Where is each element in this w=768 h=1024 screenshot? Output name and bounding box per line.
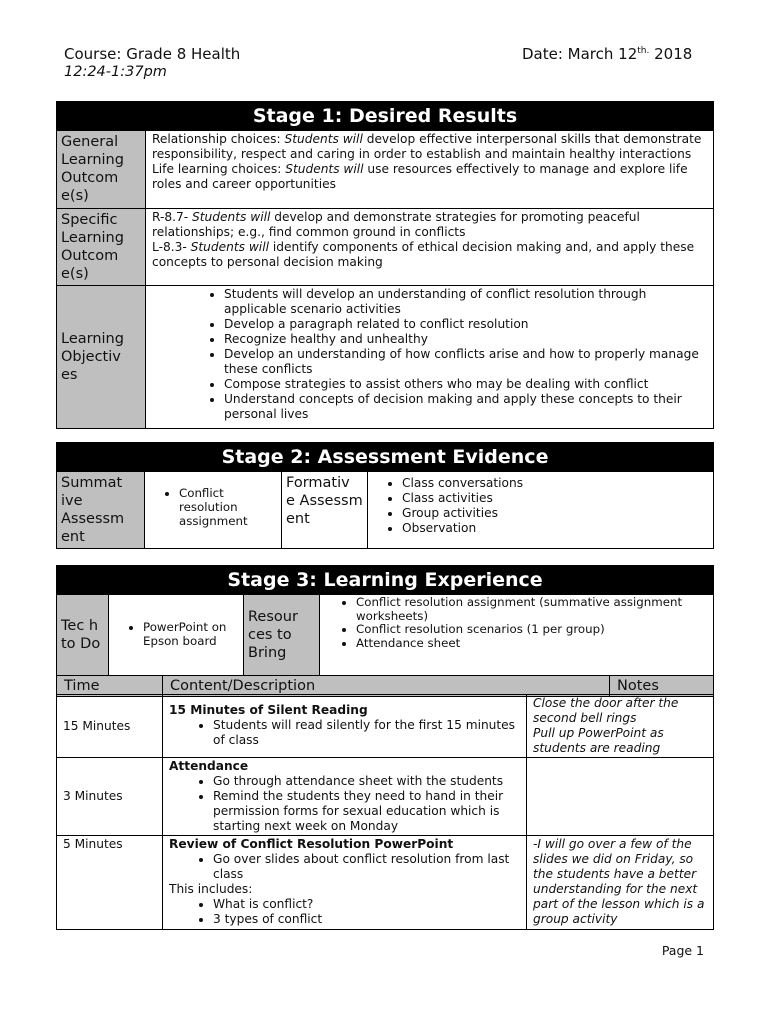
course-title: Course: Grade 8 Health: [64, 45, 241, 63]
list-item: • Remind the students they need to hand in their permission forms for sexual education which is starting next week on Monday: [213, 789, 520, 834]
page-number: Page 1: [661, 943, 704, 958]
list-item: • Class activities: [402, 491, 707, 506]
list-item: • Develop an understanding of how conflicts arise and how to properly manage these conflicts: [224, 347, 707, 377]
list-item: • Understand concepts of decision making and apply these concepts to their personal lives: [224, 392, 707, 422]
row-heading: Review of Conflict Resolution PowerPoint: [169, 837, 454, 851]
table-row-content: [163, 836, 527, 930]
specific-outcome-line: L-8.3- Students will identify components of ethical decision making and, and apply these concepts to personal decision making: [152, 240, 695, 269]
list-item: • Class conversations: [402, 476, 707, 491]
table-row-notes: [527, 758, 714, 836]
stage3-table: [56, 565, 714, 697]
general-outcome-line: Relationship choices: Students will develop effective interpersonal skills that demonstrate responsibility, respect and caring in order to establish and maintain healthy interactions: [152, 132, 702, 161]
resources-content: [320, 595, 714, 676]
row-includes: This includes:: [169, 882, 253, 896]
learning-objectives-content: [146, 286, 714, 429]
list-item: • Observation: [402, 521, 707, 536]
list-item: • 3 types of conflict: [213, 912, 520, 927]
table-row-time: 3 Minutes: [57, 758, 163, 836]
list-item: • Attendance sheet: [356, 637, 707, 651]
list-item: • Go through attendance sheet with the students: [213, 774, 520, 789]
column-header-notes: Notes: [610, 676, 714, 697]
class-time: 12:24-1:37pm: [64, 64, 167, 80]
list-item: • Go over slides about conflict resolution from last class: [213, 852, 520, 882]
specific-outcome-line: R-8.7- Students will develop and demonstrate strategies for promoting peaceful relationships; e.g., find common ground in conflicts: [152, 210, 640, 239]
general-outcome-line: Life learning choices: Students will use resources effectively to manage and explore life roles and career opportunities: [152, 162, 688, 191]
stage1-title: Stage 1: Desired Results: [57, 102, 714, 131]
table-row-content: [163, 695, 527, 758]
list-item: • Group activities: [402, 506, 707, 521]
table-row-content: [163, 758, 527, 836]
lesson-date: Date: March $12^{th.}$ 2018: [522, 45, 693, 63]
list-item: • PowerPoint on Epson board: [143, 620, 237, 648]
tech-label: Tec h to Do: [57, 595, 109, 676]
table-row-notes: Close the door after the second bell rings Pull up PowerPoint as students are reading: [527, 695, 714, 758]
stage3-title: Stage 3: Learning Experience: [57, 566, 714, 595]
schedule-table: [56, 694, 714, 930]
table-row-notes: -I will go over a few of the slides we did on Friday, so the students have a better understanding for the next part of the lesson which is a group activity: [527, 836, 714, 930]
column-header-content: Content/Description: [163, 676, 610, 697]
table-row-time: 5 Minutes: [57, 836, 163, 930]
specific-outcomes-label: Specific Learning Outcom e(s): [57, 209, 146, 286]
list-item: • What is conflict?: [213, 897, 520, 912]
table-row-time: 15 Minutes: [57, 695, 163, 758]
formative-label: Formativ e Assessm ent: [282, 472, 368, 549]
resources-label: Resour ces to Bring: [244, 595, 320, 676]
general-outcomes-label: General Learning Outcom e(s): [57, 131, 146, 209]
list-item: • Conflict resolution assignment: [179, 486, 275, 528]
list-item: • Develop a paragraph related to conflict resolution: [224, 317, 707, 332]
summative-content: [145, 472, 282, 549]
row-heading: 15 Minutes of Silent Reading: [169, 703, 368, 717]
learning-objectives-label: Learning Objectiv es: [57, 286, 146, 429]
list-item: • Conflict resolution scenarios (1 per group): [356, 623, 707, 637]
list-item: • Recognize healthy and unhealthy: [224, 332, 707, 347]
list-item: • Students will develop an understanding of conflict resolution through applicable scenario activities: [224, 287, 707, 317]
row-heading: Attendance: [169, 759, 249, 773]
stage1-table: [56, 101, 714, 429]
formative-content: [368, 472, 714, 549]
stage2-title: Stage 2: Assessment Evidence: [57, 443, 714, 472]
list-item: • Conflict resolution assignment (summative assignment worksheets): [356, 596, 707, 623]
tech-content: [109, 595, 244, 676]
list-item: • Compose strategies to assist others who may be dealing with conflict: [224, 377, 707, 392]
column-header-time: Time: [57, 676, 163, 697]
summative-label: Summat ive Assessm ent: [57, 472, 145, 549]
general-outcomes-content: [146, 131, 714, 209]
stage2-table: [56, 442, 714, 549]
list-item: • Students will read silently for the first 15 minutes of class: [213, 718, 520, 748]
specific-outcomes-content: [146, 209, 714, 286]
